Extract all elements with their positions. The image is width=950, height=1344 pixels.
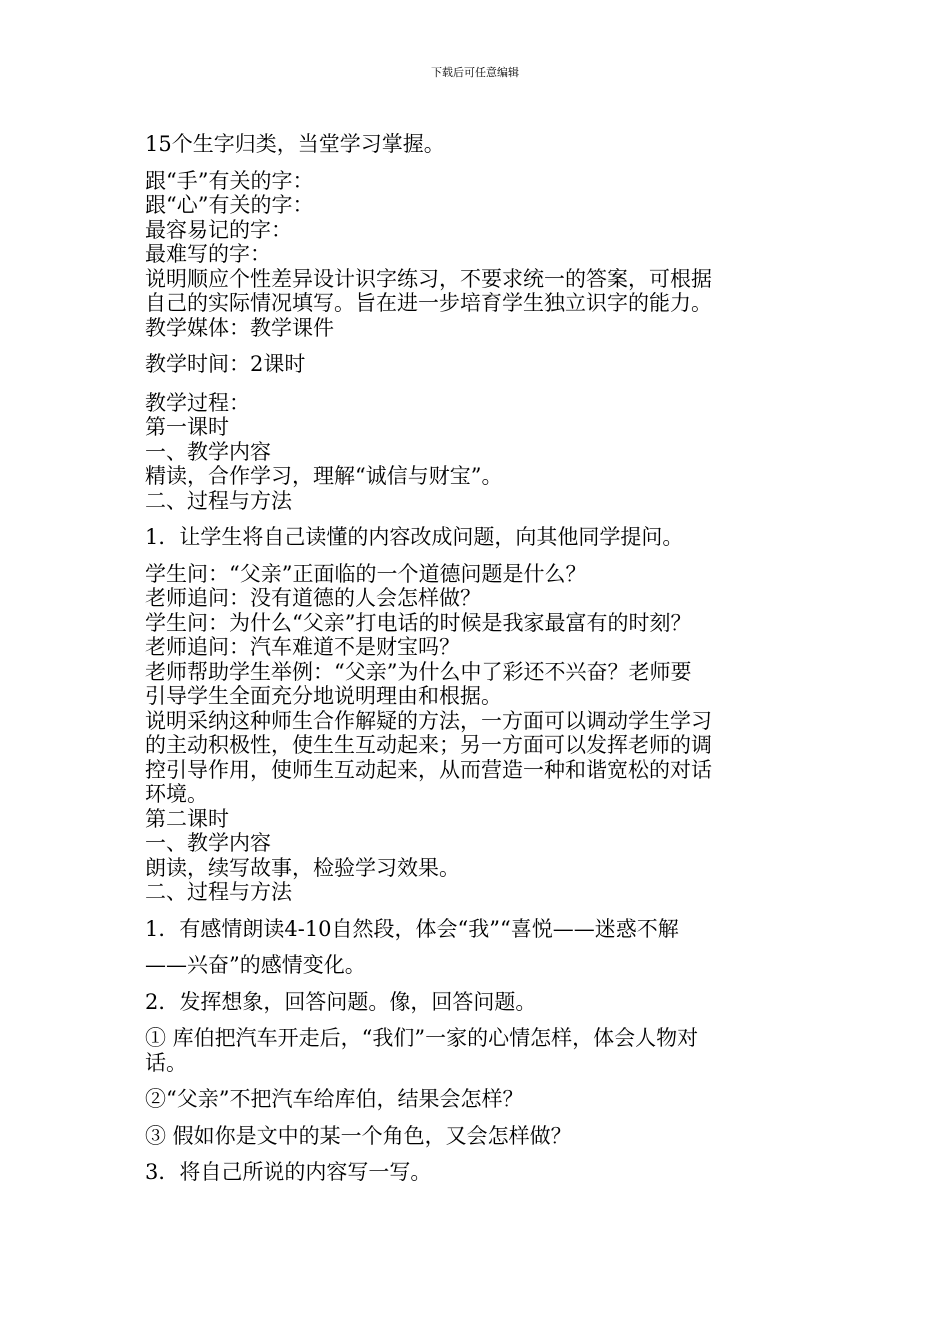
- section-heading: 第一课时: [145, 415, 229, 439]
- text-line: ——兴奋”的感情变化。: [145, 953, 366, 977]
- text-line: 学生问：为什么“父亲”打电话的时候是我家最富有的时刻？: [145, 610, 692, 635]
- text-line: ②“父亲”不把汽车给库伯，结果会怎样？: [145, 1087, 524, 1111]
- section-heading: 二、过程与方法: [145, 880, 292, 904]
- text-line: 15个生字归类，当堂学习掌握。: [145, 132, 445, 156]
- text-line: 环境。: [145, 782, 208, 806]
- text-line: 教学媒体：教学课件: [145, 315, 334, 340]
- text-line: 最难写的字：: [145, 242, 271, 266]
- text-line: 2．发挥想象，回答问题。像，回答问题。: [145, 989, 537, 1014]
- text-line: 朗读，续写故事，检验学习效果。: [145, 855, 460, 880]
- text-line: 教学时间：2课时: [145, 352, 306, 376]
- text-line: 1．有感情朗读4-10自然段，体会“我”“喜悦——迷惑不解: [145, 916, 679, 941]
- text-line: 的主动积极性，使生生互动起来；另一方面可以发挥老师的调: [145, 733, 712, 757]
- text-line: 精读，合作学习，理解“诚信与财宝”。: [145, 464, 503, 488]
- section-heading: 一、教学内容: [145, 439, 271, 464]
- text-line: 引导学生全面充分地说明理由和根据。: [145, 684, 502, 708]
- section-heading: 二、过程与方法: [145, 488, 292, 513]
- section-heading: 第二课时: [145, 806, 229, 831]
- text-line: 说明采纳这种师生合作解疑的方法，一方面可以调动学生学习: [145, 708, 712, 733]
- page-header: 下载后可任意编辑: [431, 66, 519, 79]
- text-line: ① 库伯把汽车开走后，“我们”一家的心情怎样，体会人物对: [145, 1026, 699, 1050]
- text-line: 教学过程：: [145, 390, 250, 415]
- text-line: 跟“手”有关的字：: [145, 168, 314, 193]
- text-line: 话。: [145, 1050, 187, 1075]
- text-line: 说明顺应个性差异设计识字练习，不要求统一的答案，可根据: [145, 266, 712, 291]
- text-line: 老师帮助学生举例：“父亲”为什么中了彩还不兴奋？老师要: [145, 659, 692, 684]
- text-line: 老师追问：汽车难道不是财宝吗？: [145, 635, 460, 659]
- text-line: 1．让学生将自己读懂的内容改成问题，向其他同学提问。: [145, 525, 684, 549]
- text-line: 老师追问：没有道德的人会怎样做？: [145, 586, 481, 610]
- text-line: ③ 假如你是文中的某一个角色，又会怎样做？: [145, 1123, 572, 1148]
- text-line: 最容易记的字：: [145, 217, 292, 242]
- document-body: [145, 132, 815, 1185]
- text-line: 自己的实际情况填写。旨在进一步培育学生独立识字的能力。: [145, 291, 712, 315]
- section-heading: 一、教学内容: [145, 831, 271, 855]
- text-line: 跟“心”有关的字：: [145, 193, 314, 217]
- text-line: 控引导作用，使师生互动起来，从而营造一种和谐宽松的对话: [145, 757, 712, 782]
- text-line: 学生问：“父亲”正面临的一个道德问题是什么？: [145, 561, 587, 586]
- text-line: 3．将自己所说的内容写一写。: [145, 1160, 432, 1184]
